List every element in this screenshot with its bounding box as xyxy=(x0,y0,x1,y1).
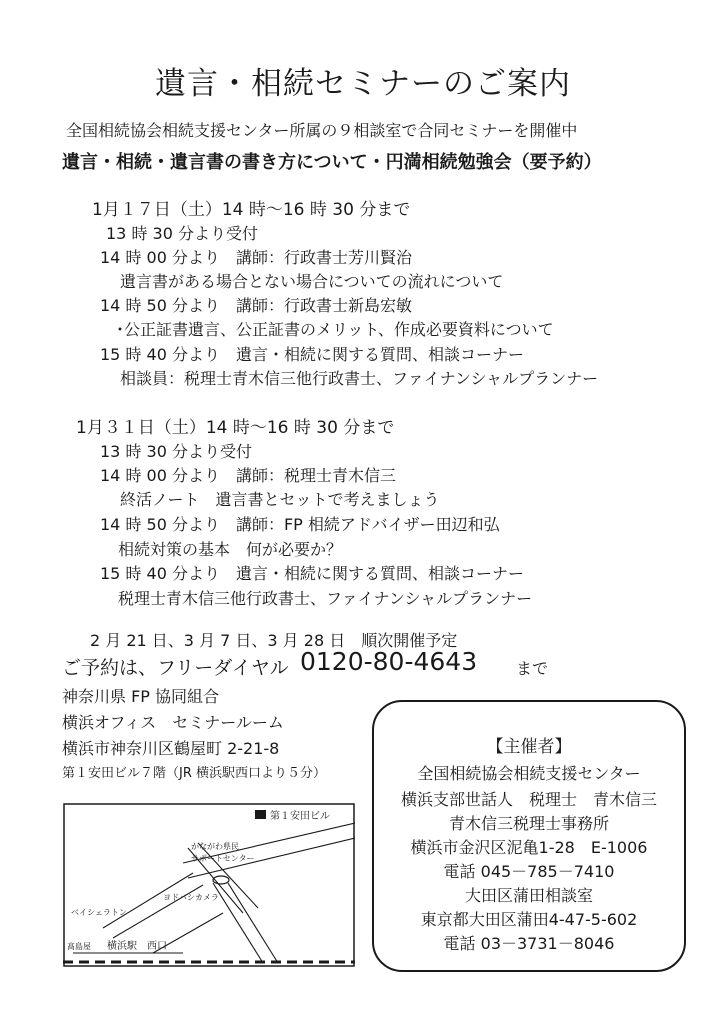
schedule-line: 税理士青木信三他行政書士、ファイナンシャルプランナー xyxy=(118,589,533,608)
schedule-line: 終活ノート 遺言書とセットで考えましょう xyxy=(120,490,440,509)
intro-text: 全国相続協会相続支援センター所属の９相談室で合同セミナーを開催中 xyxy=(66,121,578,140)
schedule-line: ･公正証書遺言、公正証書のメリット、作成必要資料について xyxy=(116,320,554,339)
building-marker xyxy=(255,810,266,819)
venue-office: 横浜オフィス セミナールーム xyxy=(62,713,284,732)
schedule-line: 14 時 50 分より 講師：FP 相続アドバイザー田辺和弘 xyxy=(100,515,500,534)
organizer-line: 青木信三税理士事務所 xyxy=(448,814,609,833)
organizer-line: 電話 045－785－7410 xyxy=(443,862,615,881)
schedule-line: 13 時 30 分より受付 xyxy=(106,224,258,243)
map-label-building: 第１安田ビル xyxy=(270,811,330,822)
schedule-line: 15 時 40 分より 遺言・相続に関する質問、相談コーナー xyxy=(100,345,524,364)
organizer-line: 横浜市金沢区泥亀1-28 E-1006 xyxy=(410,838,648,857)
map-label-station-2: 横浜駅 xyxy=(107,941,137,952)
organizer-line: 東京都大田区蒲田4-47-5-602 xyxy=(420,910,638,929)
reservation-suffix: まで xyxy=(516,659,549,678)
organizer-heading: 【主催者】 xyxy=(486,737,572,757)
schedule-line: 14 時 00 分より 講師：税理士青木信三 xyxy=(100,466,396,485)
map-label-station-3: 西口 xyxy=(147,941,167,952)
map-label-store-1: ベイシェラトン xyxy=(71,908,127,917)
venue-org: 神奈川県 FP 協同組合 xyxy=(62,687,220,706)
upcoming-dates: 2 月 21 日、3 月 7 日、3 月 28 日 順次開催予定 xyxy=(90,631,458,650)
organizer-line: 横浜支部世話人 税理士 青木信三 xyxy=(400,790,657,809)
map-label-center-2: サポートセンター xyxy=(191,854,255,863)
schedule-line: 遺言書がある場合とない場合についての流れについて xyxy=(120,272,504,291)
venue-address: 横浜市神奈川区鶴屋町 2-21-8 xyxy=(62,739,280,758)
page-title: 遺言・相続セミナーのご案内 xyxy=(155,66,571,102)
session-date: 1月１７日（土）14 時～16 時 30 分まで xyxy=(92,200,411,220)
map-label-store-2: ヨドバシカメラ xyxy=(163,893,219,902)
schedule-line: 14 時 50 分より 講師：行政書士新島宏敏 xyxy=(100,296,412,315)
access-map xyxy=(63,803,355,967)
schedule-line: 13 時 30 分より受付 xyxy=(100,442,252,461)
reservation-label: ご予約は、フリーダイヤル xyxy=(62,657,289,679)
schedule-line: 相続対策の基本 何が必要か？ xyxy=(118,540,343,559)
map-label-station-1: 髙島屋 xyxy=(67,942,91,951)
organizer-box xyxy=(372,700,686,972)
organizer-line: 全国相続協会相続支援センター xyxy=(417,764,641,783)
organizer-line: 電話 03－3731－8046 xyxy=(443,934,615,953)
organizer-line: 大田区蒲田相談室 xyxy=(464,886,593,905)
reservation-phone: 0120-80-4643 xyxy=(300,647,478,676)
seminar-headline: 遺言・相続・遺言書の書き方について・円満相続勉強会（要予約） xyxy=(62,152,602,173)
venue-building: 第１安田ビル７階（JR 横浜駅西口より５分） xyxy=(62,766,326,781)
schedule-line: 15 時 40 分より 遺言・相続に関する質問、相談コーナー xyxy=(100,564,524,583)
schedule-line: 14 時 00 分より 講師：行政書士芳川賢治 xyxy=(100,248,412,267)
map-label-center-1: かながわ県民 xyxy=(191,842,239,851)
session-date: 1月３１日（土）14 時～16 時 30 分まで xyxy=(76,418,395,438)
schedule-line: 相談員：税理士青木信三他行政書士、ファイナンシャルプランナー xyxy=(120,369,599,388)
